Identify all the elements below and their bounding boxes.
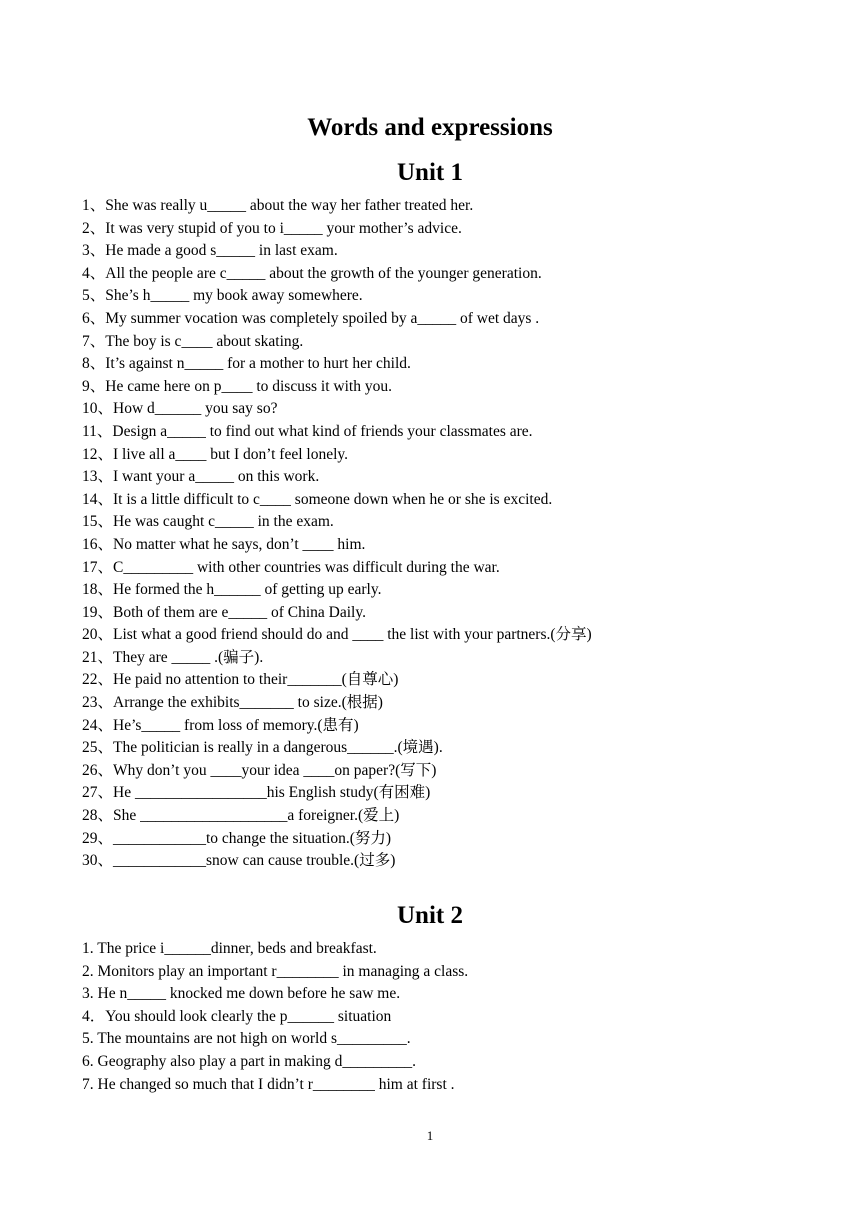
exercise-item: 4．You should look clearly the p______ situation: [82, 1007, 392, 1025]
exercise-item: 28、She ___________________a foreigner.(爱上): [82, 807, 400, 825]
exercise-item: 1. The price i______dinner, beds and breakfast.: [82, 940, 377, 957]
unit-2-exercise-list: [82, 938, 782, 1096]
page-number: 1: [426, 1128, 434, 1143]
exercise-item: 23、Arrange the exhibits_______ to size.(根据): [82, 694, 383, 712]
exercise-item: 15、He was caught c_____ in the exam.: [82, 513, 334, 531]
exercise-item: 5. The mountains are not high on world s_________.: [82, 1030, 411, 1048]
exercise-item: 18、He formed the h______ of getting up early.: [82, 581, 382, 599]
exercise-item: 25、The politician is really in a dangerous______.(境遇).: [82, 739, 443, 757]
exercise-item: 2. Monitors play an important r________ in managing a class.: [82, 962, 469, 980]
exercise-item: 10、How d______ you say so?: [82, 400, 278, 418]
exercise-item: 7、The boy is c____ about skating.: [82, 332, 304, 350]
exercise-item: 11、Design a_____ to find out what kind of friends your classmates are.: [82, 422, 533, 440]
exercise-item: 2、It was very stupid of you to i_____ your mother’s advice.: [82, 219, 462, 237]
exercise-item: 14、It is a little difficult to c____ someone down when he or she is excited.: [82, 490, 553, 508]
exercise-item: 16、No matter what he says, don’t ____ him.: [82, 535, 366, 553]
exercise-item: 27、He _________________his English study(有困难): [82, 784, 431, 802]
document-title: Words and expressions: [307, 114, 553, 141]
exercise-item: 3、He made a good s_____ in last exam.: [82, 242, 338, 260]
exercise-item: 1、She was really u_____ about the way her father treated her.: [82, 197, 474, 214]
exercise-item: 26、Why don’t you ____your idea ____on paper?(写下): [82, 761, 437, 779]
exercise-item: 3. He n_____ knocked me down before he saw me.: [82, 985, 401, 1003]
exercise-item: 17、C_________ with other countries was difficult during the war.: [82, 558, 500, 576]
exercise-item: 30、____________snow can cause trouble.(过多): [82, 852, 396, 870]
unit-1-exercise-list: [82, 195, 782, 873]
exercise-item: 24、He’s_____ from loss of memory.(患有): [82, 716, 359, 734]
exercise-item: 8、It’s against n_____ for a mother to hurt her child.: [82, 355, 411, 373]
exercise-item: 5、She’s h_____ my book away somewhere.: [82, 287, 363, 305]
exercise-item: 29、____________to change the situation.(努力): [82, 829, 392, 847]
exercise-item: 13、I want your a_____ on this work.: [82, 468, 320, 486]
exercise-item: 20、List what a good friend should do and ____ the list with your partners.(分享): [82, 626, 592, 644]
exercise-item: 12、I live all a____ but I don’t feel lonely.: [82, 445, 349, 463]
exercise-item: 22、He paid no attention to their_______(自尊心): [82, 671, 399, 689]
exercise-item: 6. Geography also play a part in making d_________.: [82, 1052, 417, 1070]
exercise-item: 9、He came here on p____ to discuss it with you.: [82, 377, 392, 395]
exercise-item: 7. He changed so much that I didn’t r________ him at first .: [82, 1075, 455, 1093]
exercise-item: 19、Both of them are e_____ of China Daily.: [82, 603, 366, 621]
exercise-item: 21、They are _____ .(骗子).: [82, 648, 264, 666]
unit-1-heading: Unit 1: [397, 159, 463, 186]
exercise-item: 4、All the people are c_____ about the growth of the younger generation.: [82, 264, 542, 282]
exercise-item: 6、My summer vocation was completely spoiled by a_____ of wet days .: [82, 309, 540, 327]
unit-2-heading: Unit 2: [397, 902, 463, 929]
